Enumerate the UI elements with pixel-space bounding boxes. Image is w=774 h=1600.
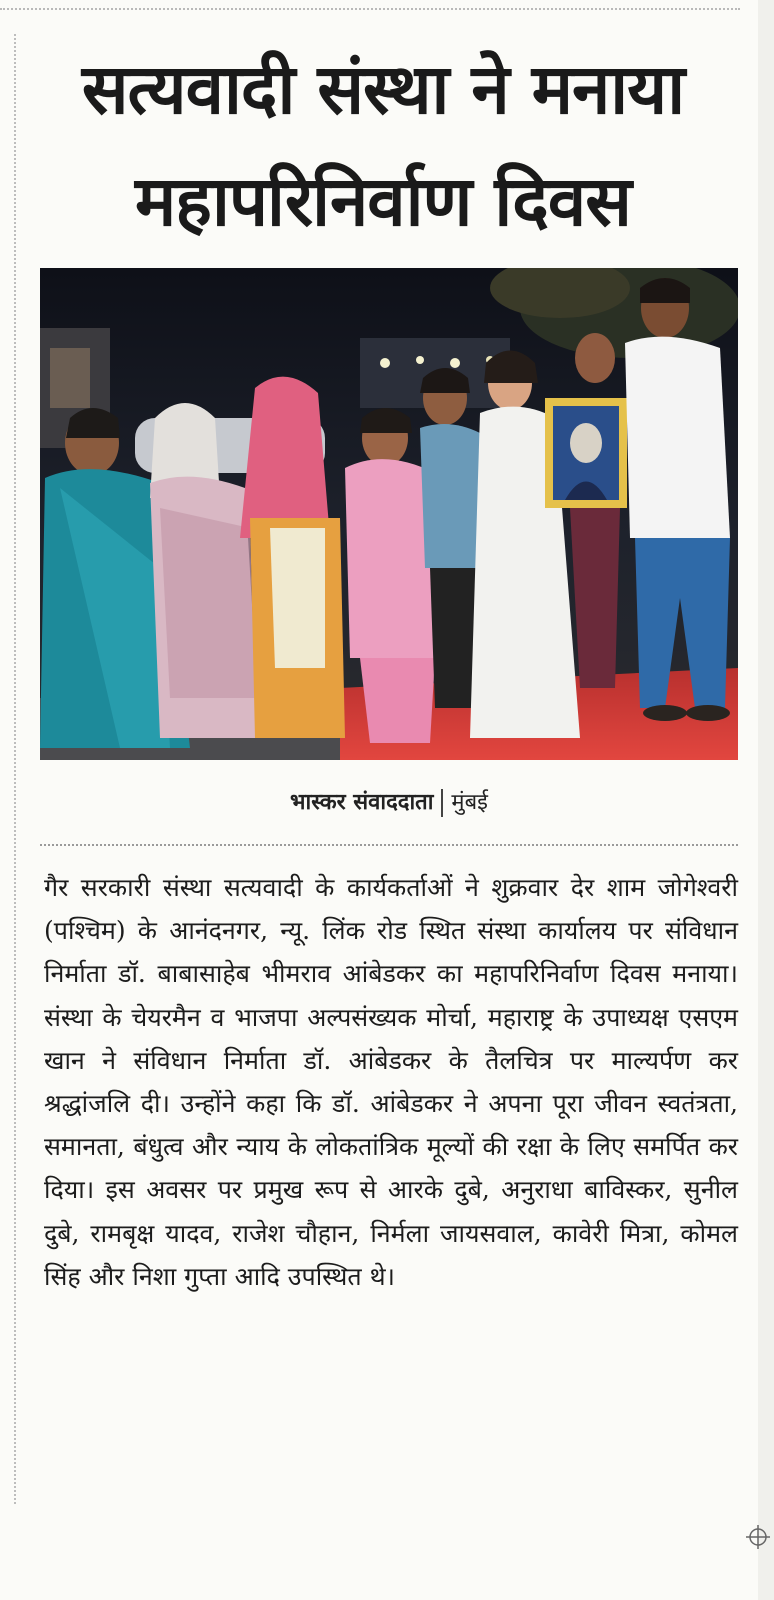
byline-reporter: भास्कर संवाददाता — [290, 790, 434, 815]
top-dotted-rule — [0, 8, 740, 10]
headline-line-2: महापरिनिर्वाण दिवस — [135, 162, 631, 242]
news-photo — [40, 268, 738, 760]
article-body: गैर सरकारी संस्था सत्यवादी के कार्यकर्ताओं ने शुक्रवार देर शाम जोगेश्वरी (पश्चिम) के आनंदनगर, न्यू. लिंक रोड स्थित संस्था कार्यालय पर संविधान निर्माता डॉ. बाबासाहेब भीमराव आंबेडकर का महापरिनिर्वाण दिवस मनाया। संस्था के चेयरमैन व भाजपा अल्पसंख्यक मोर्चा, महाराष्ट्र के उपाध्यक्ष एसएम खान ने संविधान निर्माता डॉ. आंबेडकर के तैलचित्र पर माल्यर्पण कर श्रद्धांजलि दी। उन्होंने कहा कि डॉ. आंबेडकर ने अपना पूरा जीवन स्वतंत्रता, समानता, बंधुत्व और न्याय के लोकतांत्रिक मूल्यों की रक्षा के लिए समर्पित कर दिया। इस अवसर पर प्रमुख रूप से आरके दुबे, अनुराधा बाविस्कर, सुनील दुबे, रामबृक्ष यादव, राजेश चौहान, निर्मला जायसवाल, कावेरी मित्रा, कोमल सिंह और निशा गुप्ता आदि उपस्थित थे। — [44, 873, 738, 1291]
page-edge — [758, 0, 774, 1600]
headline-line-1: सत्यवादी संस्था ने मनाया — [81, 50, 685, 130]
registration-mark-icon — [746, 1525, 770, 1549]
group-photo-illustration — [40, 268, 738, 760]
byline — [40, 786, 738, 817]
byline-place: मुंबई — [451, 790, 488, 815]
column-dotted-rule — [14, 34, 16, 1504]
section-dotted-rule — [40, 844, 738, 846]
byline-separator — [441, 789, 443, 817]
headline — [28, 34, 738, 258]
